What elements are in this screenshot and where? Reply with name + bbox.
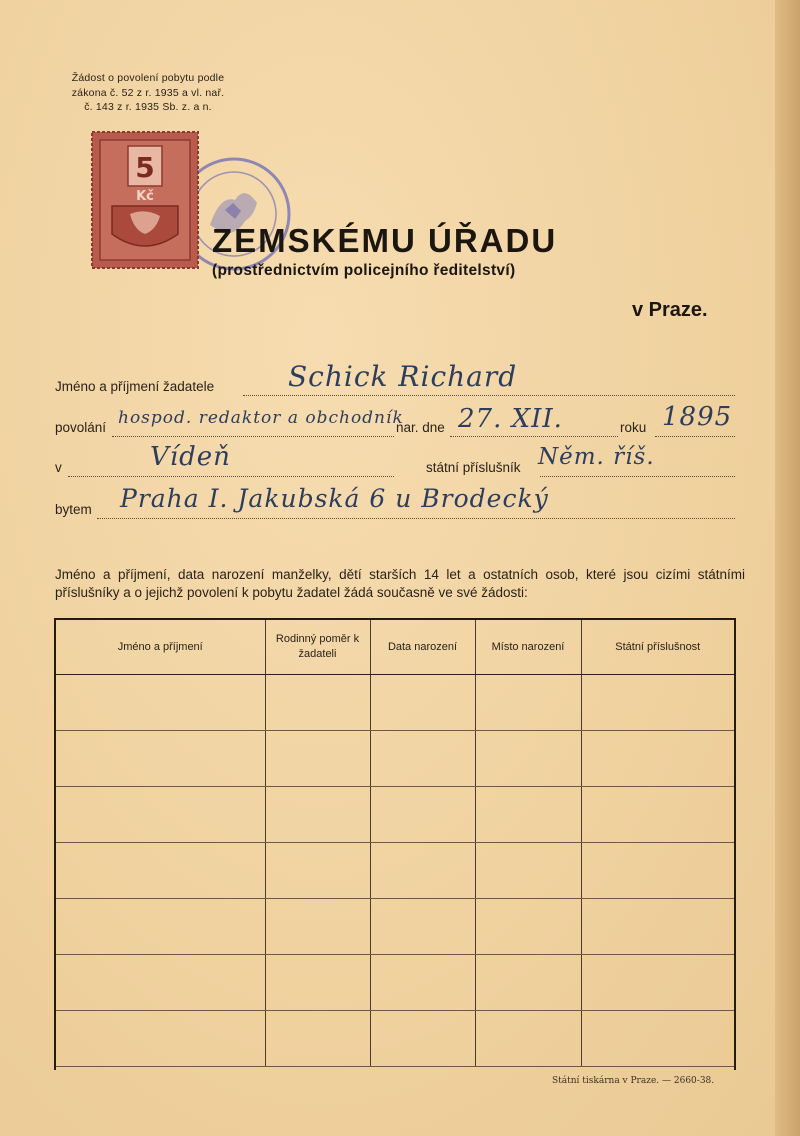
table-cell[interactable] [475, 955, 581, 1011]
residence-value[interactable]: Praha I. Jakubská 6 u Brodecký [120, 484, 549, 513]
instructions-text: Jméno a příjmení, data narození manželky, dětí starších 14 let a ostatních osob, které jsou cizími státními příslušníky a o jejichž povolení k pobytu žadatel žádá současně ve své žádosti: [55, 567, 745, 600]
birth-year-label: roku [620, 420, 647, 435]
city-label: v Praze. [632, 299, 708, 321]
birth-date-line [450, 436, 618, 437]
col-header-birth-date: Data narození [370, 620, 475, 675]
col-header-relation: Rodinný poměr k žadateli [265, 620, 370, 675]
law-note-line-3: č. 143 z r. 1935 Sb. z. a n. [84, 101, 212, 113]
applicant-name-label: Jméno a příjmení žadatele [55, 379, 215, 394]
table-cell[interactable] [265, 1011, 370, 1067]
citizenship-line [540, 476, 735, 477]
table-cell[interactable] [56, 1011, 265, 1067]
applicant-name-line [243, 395, 735, 396]
col-header-citizenship: Státní příslušnost [581, 620, 734, 675]
table-row [56, 731, 734, 787]
table-row [56, 955, 734, 1011]
table-cell[interactable] [56, 675, 265, 731]
form-subtitle: (prostřednictvím policejního ředitelství) [212, 262, 516, 279]
table-cell[interactable] [265, 787, 370, 843]
paper-edge [775, 0, 800, 1136]
residence-line [97, 518, 735, 519]
table-row [56, 1011, 734, 1067]
table-cell[interactable] [370, 899, 475, 955]
printer-imprint: Státní tiskárna v Praze. — 2660-38. [552, 1076, 715, 1086]
table-cell[interactable] [265, 675, 370, 731]
table-cell[interactable] [581, 843, 734, 899]
table-cell[interactable] [581, 731, 734, 787]
table-cell[interactable] [265, 843, 370, 899]
citizenship-label: státní příslušník [426, 460, 521, 475]
table-row [56, 787, 734, 843]
table-cell[interactable] [370, 787, 475, 843]
table-cell[interactable] [370, 955, 475, 1011]
table-cell[interactable] [581, 899, 734, 955]
table-row [56, 899, 734, 955]
table-cell[interactable] [265, 955, 370, 1011]
table-cell[interactable] [56, 731, 265, 787]
table-cell[interactable] [370, 843, 475, 899]
table-row [56, 843, 734, 899]
occupation-label: povolání [55, 420, 107, 435]
table-cell[interactable] [56, 955, 265, 1011]
applicant-name-value[interactable]: Schick Richard [288, 360, 518, 393]
table-cell[interactable] [370, 1011, 475, 1067]
birth-date-label: nar. dne [396, 420, 445, 435]
table-row [56, 675, 734, 731]
col-header-name: Jméno a příjmení [56, 620, 265, 675]
occupation-value[interactable]: hospod. redaktor a obchodník [118, 408, 404, 428]
occupation-line [112, 436, 394, 437]
law-note-line-1: Žádost o povolení pobytu podle [71, 72, 225, 84]
table-cell[interactable] [581, 955, 734, 1011]
family-members-table [54, 618, 736, 1070]
table-cell[interactable] [265, 899, 370, 955]
table-cell[interactable] [475, 787, 581, 843]
table-cell[interactable] [370, 675, 475, 731]
table-cell[interactable] [475, 899, 581, 955]
table-cell[interactable] [265, 731, 370, 787]
form-title: ZEMSKÉMU ÚŘADU [212, 222, 558, 259]
birth-place-line [68, 476, 394, 477]
birth-year-value[interactable]: 1895 [662, 402, 733, 432]
table-cell[interactable] [370, 731, 475, 787]
law-note-line-2: zákona č. 52 z r. 1935 a vl. nař. [71, 86, 225, 99]
birth-date-value[interactable]: 27. XII. [458, 404, 563, 434]
birth-year-line [655, 436, 735, 437]
birth-place-value[interactable]: Vídeň [150, 442, 231, 472]
col-header-birth-place: Místo narození [475, 620, 581, 675]
law-note [48, 71, 248, 115]
table-cell[interactable] [56, 843, 265, 899]
table-cell[interactable] [475, 843, 581, 899]
residence-label: bytem [55, 502, 92, 517]
citizenship-value[interactable]: Něm. říš. [538, 444, 655, 470]
table-cell[interactable] [581, 1011, 734, 1067]
table-cell[interactable] [581, 675, 734, 731]
table-cell[interactable] [475, 731, 581, 787]
revenue-stamp-currency: Kč [136, 189, 154, 204]
table-header-row [56, 620, 734, 675]
revenue-stamp-value: 5 [135, 151, 155, 184]
table-cell[interactable] [56, 899, 265, 955]
table-cell[interactable] [581, 787, 734, 843]
revenue-stamp-icon [90, 130, 200, 270]
table-cell[interactable] [475, 1011, 581, 1067]
table-cell[interactable] [475, 675, 581, 731]
table-cell[interactable] [56, 787, 265, 843]
birth-place-label: v [55, 460, 62, 475]
